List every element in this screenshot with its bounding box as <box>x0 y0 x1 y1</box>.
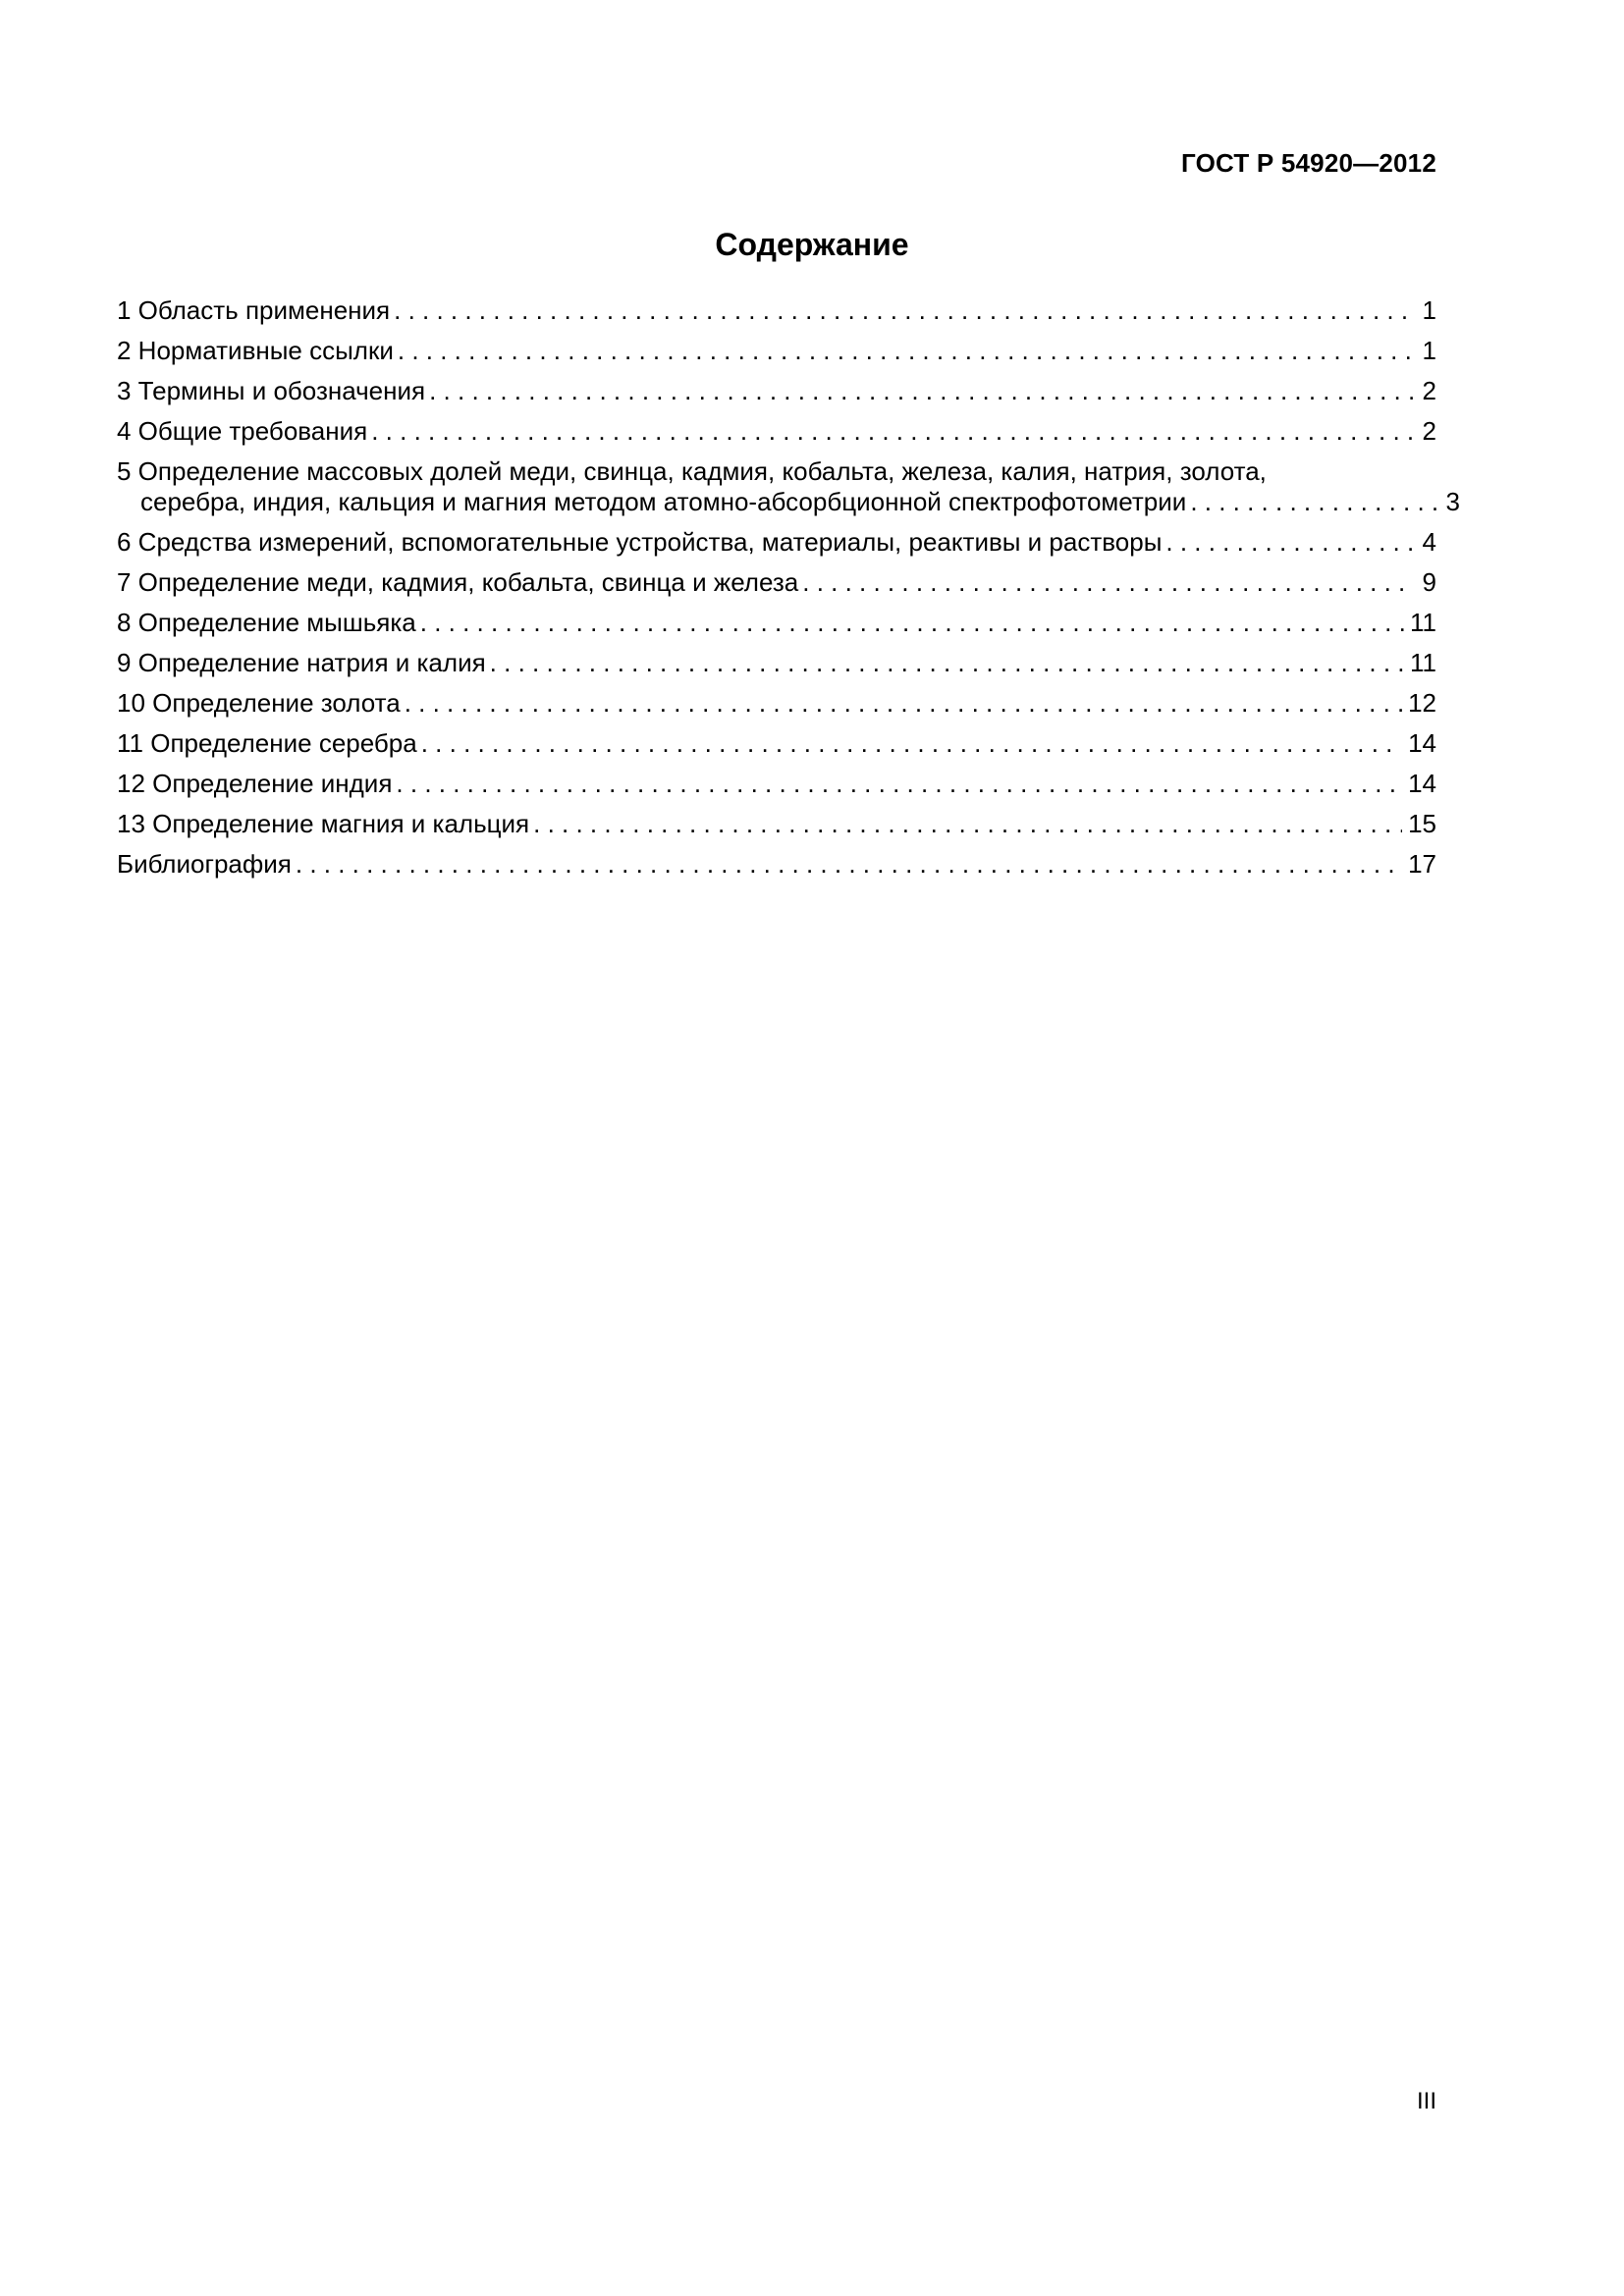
toc-entry-text: 4 Общие требования <box>117 416 368 446</box>
page-number: III <box>1416 2088 1436 2114</box>
dot-leader <box>1165 527 1413 558</box>
toc-entry-page: 4 <box>1422 527 1436 557</box>
toc-entry-12[interactable] <box>117 769 1436 799</box>
toc-entry-text: 10 Определение золота <box>117 688 401 718</box>
toc-entry-page: 15 <box>1408 809 1436 838</box>
toc-entry-text: 8 Определение мышьяка <box>117 608 416 637</box>
toc-entry-page: 12 <box>1408 688 1436 718</box>
toc-entry-page: 1 <box>1422 336 1436 365</box>
toc-entry-bibliography[interactable] <box>117 849 1436 880</box>
dot-leader <box>296 849 1402 880</box>
toc-entry-page: 14 <box>1408 728 1436 758</box>
toc-entry-text: 13 Определение магния и кальция <box>117 809 530 838</box>
toc-entry-2[interactable] <box>117 336 1436 366</box>
toc-entry-9[interactable] <box>117 648 1436 678</box>
table-of-contents <box>117 295 1460 889</box>
toc-entry-text-first-line: 5 Определение массовых долей меди, свинца, кадмия, кобальта, железа, калия, натрия, золота, <box>117 456 1267 486</box>
dot-leader <box>405 688 1402 719</box>
document-code: ГОСТ Р 54920—2012 <box>1181 148 1436 178</box>
toc-entry-page: 11 <box>1410 608 1436 637</box>
toc-entry-1[interactable] <box>117 295 1436 326</box>
toc-entry-text: 7 Определение меди, кадмия, кобальта, свинца и железа <box>117 567 799 597</box>
toc-title: Содержание <box>715 227 909 262</box>
toc-entry-page: 1 <box>1422 295 1436 325</box>
dot-leader <box>490 648 1404 678</box>
toc-entry-8[interactable] <box>117 608 1436 638</box>
toc-entry-page: 2 <box>1422 376 1436 405</box>
dot-leader <box>398 336 1413 366</box>
toc-entry-6[interactable] <box>117 527 1436 558</box>
dot-leader <box>396 769 1402 799</box>
toc-entry-text: Библиография <box>117 849 292 879</box>
dot-leader <box>421 728 1402 759</box>
dot-leader <box>1190 487 1436 517</box>
toc-entry-7[interactable] <box>117 567 1436 598</box>
toc-entry-page: 3 <box>1445 487 1460 516</box>
dot-leader <box>533 809 1402 839</box>
toc-entry-text: 9 Определение натрия и калия <box>117 648 486 677</box>
toc-entry-5[interactable] <box>117 456 1460 517</box>
toc-entry-11[interactable] <box>117 728 1436 759</box>
toc-entry-text: 3 Термины и обозначения <box>117 376 426 405</box>
toc-entry-page: 17 <box>1408 849 1436 879</box>
dot-leader <box>420 608 1404 638</box>
toc-entry-text: 12 Определение индия <box>117 769 393 798</box>
toc-entry-text: 6 Средства измерений, вспомогательные устройства, материалы, реактивы и растворы <box>117 527 1163 557</box>
toc-entry-page: 9 <box>1422 567 1436 597</box>
toc-entry-4[interactable] <box>117 416 1436 447</box>
toc-entry-page: 2 <box>1422 416 1436 446</box>
dot-leader <box>371 416 1413 447</box>
toc-entry-3[interactable] <box>117 376 1436 406</box>
dot-leader <box>802 567 1413 598</box>
toc-entry-text: 1 Область применения <box>117 295 391 325</box>
toc-entry-text: серебра, индия, кальция и магния методом атомно-абсорбционной спектрофотометрии <box>140 487 1187 516</box>
dot-leader <box>394 295 1413 326</box>
dot-leader <box>429 376 1413 406</box>
toc-entry-13[interactable] <box>117 809 1436 839</box>
toc-entry-text: 11 Определение серебра <box>117 728 417 758</box>
toc-entry-10[interactable] <box>117 688 1436 719</box>
toc-entry-page: 14 <box>1408 769 1436 798</box>
toc-entry-page: 11 <box>1410 648 1436 677</box>
toc-entry-text: 2 Нормативные ссылки <box>117 336 394 365</box>
